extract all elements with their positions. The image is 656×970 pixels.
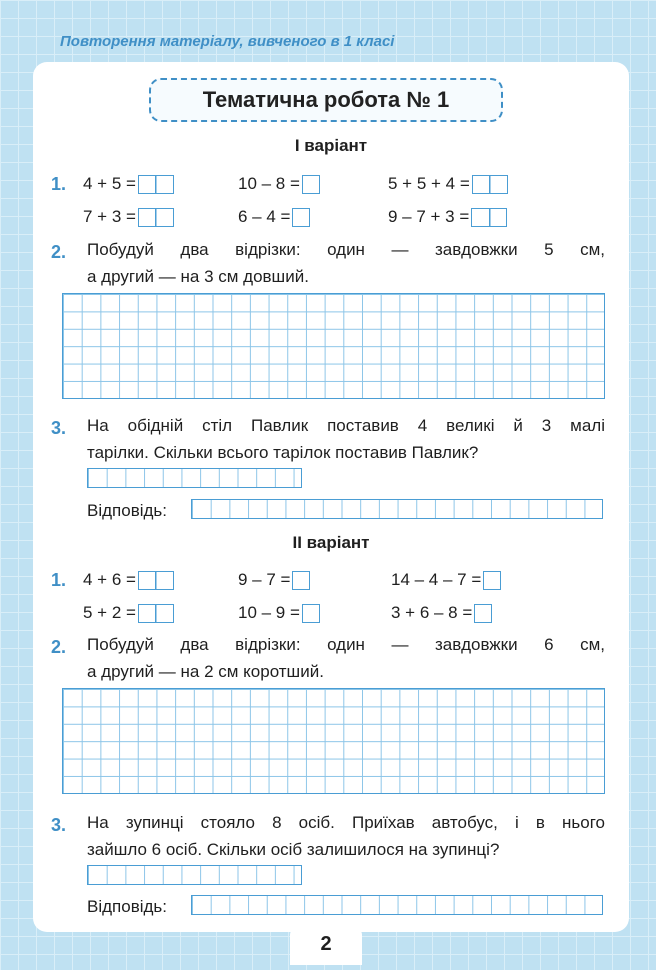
- v2-expression: 14 – 4 – 7 =: [391, 570, 501, 590]
- v1-task1-number: 1.: [51, 174, 67, 194]
- answer-box[interactable]: [302, 604, 320, 623]
- answer-box[interactable]: [472, 175, 508, 194]
- v2-expression: 9 – 7 =: [238, 570, 310, 590]
- v2-expression: 10 – 9 =: [238, 603, 320, 623]
- v1-task2-text-line2: а другий — на 3 см довший.: [87, 267, 309, 286]
- v2-expression: 4 + 6 =: [83, 570, 174, 590]
- answer-box[interactable]: [292, 208, 310, 227]
- v1-expression: 7 + 3 =: [83, 207, 174, 227]
- v1-solution-strip[interactable]: [87, 468, 302, 488]
- v1-drawing-grid[interactable]: [62, 293, 605, 399]
- v1-answer-strip[interactable]: [191, 499, 603, 519]
- v2-task2-text-line1: Побудуй два відрізки: один — завдовжки 6 см,: [87, 635, 605, 654]
- worksheet-page: [33, 62, 629, 932]
- v2-task3-number: 3.: [51, 815, 67, 835]
- v1-expression: 10 – 8 =: [238, 174, 320, 194]
- answer-box[interactable]: [138, 604, 174, 623]
- answer-box[interactable]: [138, 571, 174, 590]
- page-title: Тематична робота № 1: [149, 78, 503, 122]
- page-number: 2: [290, 927, 362, 965]
- v1-task2-text-line1: Побудуй два відрізки: один — завдовжки 5 см,: [87, 240, 605, 259]
- answer-box[interactable]: [483, 571, 501, 590]
- answer-box[interactable]: [474, 604, 492, 623]
- v1-answer-label: Відповідь:: [87, 501, 168, 520]
- section-header: Повторення матеріалу, вивченого в 1 класі: [60, 33, 395, 50]
- variant-2-heading: ІІ варіант: [292, 533, 370, 552]
- v2-expression: 5 + 2 =: [83, 603, 174, 623]
- answer-box[interactable]: [292, 571, 310, 590]
- v1-task2-number: 2.: [51, 242, 67, 262]
- v2-solution-strip[interactable]: [87, 865, 302, 885]
- answer-box[interactable]: [471, 208, 507, 227]
- v1-task3-text-line1: На обідній стіл Павлик поставив 4 великі й 3 малі: [87, 416, 605, 435]
- v2-drawing-grid[interactable]: [62, 688, 605, 794]
- v2-task3-text-line1: На зупинці стояло 8 осіб. Приїхав автобус, і в нього: [87, 813, 605, 832]
- v2-answer-strip[interactable]: [191, 895, 603, 915]
- v2-answer-label: Відповідь:: [87, 897, 168, 916]
- answer-box[interactable]: [138, 175, 174, 194]
- v1-expression: 4 + 5 =: [83, 174, 174, 194]
- v1-expression: 9 – 7 + 3 =: [388, 207, 507, 227]
- v2-expression: 3 + 6 – 8 =: [391, 603, 492, 623]
- v2-task3-text-line2: зайшло 6 осіб. Скільки осіб залишилося на зупинці?: [87, 840, 500, 859]
- v1-task3-number: 3.: [51, 418, 67, 438]
- v1-task3-text-line2: тарілки. Скільки всього тарілок поставив Павлик?: [87, 443, 479, 462]
- v1-expression: 6 – 4 =: [238, 207, 310, 227]
- v2-task1-number: 1.: [51, 570, 67, 590]
- v1-expression: 5 + 5 + 4 =: [388, 174, 508, 194]
- variant-1-heading: І варіант: [294, 136, 368, 155]
- answer-box[interactable]: [138, 208, 174, 227]
- v2-task2-text-line2: а другий — на 2 см коротший.: [87, 662, 324, 681]
- v2-task2-number: 2.: [51, 637, 67, 657]
- answer-box[interactable]: [302, 175, 320, 194]
